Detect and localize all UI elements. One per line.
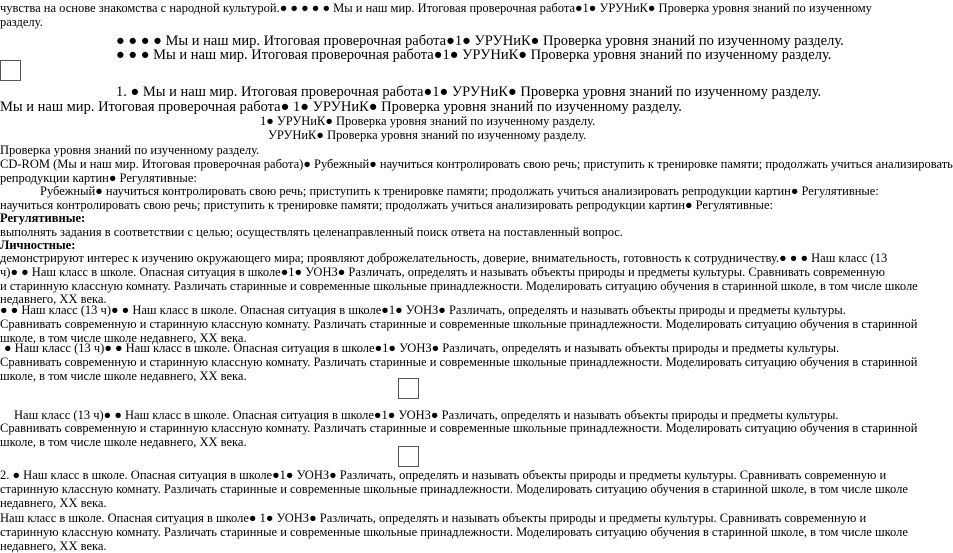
text-line: школе, в том числе школе недавнего, XX века.	[0, 435, 247, 449]
text-line: ● ● ● ● Мы и наш мир. Итоговая проверочная работа●1● УРУНиК● Проверка уровня знаний по изученному разделу.	[116, 33, 844, 49]
text-line: Проверка уровня знаний по изученному разделу.	[0, 143, 260, 157]
text-line: чувства на основе знакомства с народной культурой.● ● ● ● ● Мы и наш мир. Итоговая проверочная работа●1● УРУНиК● Проверка уровня знаний по изученному	[0, 1, 872, 15]
text-line: старинную классную комнату. Различать старинные и современные школьные принадлежности. Моделировать ситуацию обучения в старинной школе, в том числе школе	[0, 525, 908, 539]
text-line: ● ● Наш класс (13 ч)● ● Наш класс в школе. Опасная ситуация в школе●1● УОНЗ● Различать, определять и называть объекты природы и предметы культуры.	[0, 303, 846, 317]
text-line: недавнего, XX века.	[0, 496, 107, 510]
text-line: выполнять задания в соответствии с целью; осуществлять целенаправленный поиск ответа на поставленный вопрос.	[0, 225, 623, 239]
text-line: ● ● ● Мы и наш мир. Итоговая проверочная работа●1● УРУНиК● Проверка уровня знаний по изученному разделу.	[116, 47, 832, 63]
text-line: недавнего, XX века.	[0, 539, 107, 553]
section-heading-regulatory: Регулятивные:	[0, 211, 86, 225]
text-line: демонстрируют интерес к изучению окружающего мира; проявляют доброжелательность, доверие, внимательность, готовность к сотрудничеству.● ● ● Наш класс (13	[0, 251, 888, 265]
text-line: репродукции картин● Регулятивные:	[0, 171, 197, 185]
text-line: школе, в том числе школе недавнего, XX века.	[0, 369, 247, 383]
text-line: ● Наш класс (13 ч)● ● Наш класс в школе. Опасная ситуация в школе●1● УОНЗ● Различать, определять и называть объекты природы и предметы культуры.	[4, 341, 840, 355]
list-item-1: 1. ● Мы и наш мир. Итоговая проверочная работа●1● УРУНиК● Проверка уровня знаний по изученному разделу.	[116, 84, 822, 100]
text-line: Сравнивать современную и старинную классную комнату. Различать старинные и современные школьные принадлежности. Моделировать ситуацию обучения в старинной	[0, 317, 918, 331]
section-heading-personal: Личностные:	[0, 238, 76, 252]
text-line: CD-ROM (Мы и наш мир. Итоговая проверочная работа)● Рубежный● научиться контролировать свою речь; приступить к тренировке памяти; продолжать учиться анализировать	[0, 157, 953, 171]
text-line: 1● УРУНиК● Проверка уровня знаний по изученному разделу.	[260, 114, 596, 128]
text-line: Рубежный● научиться контролировать свою речь; приступить к тренировке памяти; продолжать учиться анализировать репродукции картин● Регулятивные:	[40, 184, 879, 198]
text-line: УРУНиК● Проверка уровня знаний по изученному разделу.	[268, 128, 587, 142]
text-line: школе, в том числе школе недавнего, XX века.	[0, 331, 247, 345]
list-item-2: 2. ● Наш класс в школе. Опасная ситуация в школе●1● УОНЗ● Различать, определять и называть объекты природы и предметы культуры. Сравнивать современную и	[0, 468, 887, 482]
text-line: Наш класс (13 ч)● ● Наш класс в школе. Опасная ситуация в школе●1● УОНЗ● Различать, определять и называть объекты природы и предметы культуры.	[14, 408, 839, 422]
text-line: Сравнивать современную и старинную классную комнату. Различать старинные и современные школьные принадлежности. Моделировать ситуацию обучения в старинной	[0, 355, 918, 369]
text-line: старинную классную комнату. Различать старинные и современные школьные принадлежности. Моделировать ситуацию обучения в старинной школе, в том числе школе	[0, 482, 908, 496]
text-line: и старинную классную комнату. Различать старинные и современные школьные принадлежности. Моделировать ситуацию обучения в старинной школе, в том числе школе	[0, 279, 918, 293]
text-line: разделу.	[0, 15, 43, 29]
text-line: ч)● ● Наш класс в школе. Опасная ситуация в школе●1● УОНЗ● Различать, определять и называть объекты природы и предметы культуры. Сравнивать современную	[0, 265, 885, 279]
text-line: недавнего, XX века.	[0, 292, 107, 306]
text-line: Сравнивать современную и старинную классную комнату. Различать старинные и современные школьные принадлежности. Моделировать ситуацию обучения в старинной	[0, 421, 918, 435]
text-line: Мы и наш мир. Итоговая проверочная работа● 1● УРУНиК● Проверка уровня знаний по изученному разделу.	[0, 99, 682, 115]
text-line: научиться контролировать свою речь; приступить к тренировке памяти; продолжать учиться анализировать репродукции картин● Регулятивные:	[0, 198, 773, 212]
empty-box	[0, 60, 21, 81]
empty-box	[398, 378, 419, 399]
text-line: Наш класс в школе. Опасная ситуация в школе● 1● УОНЗ● Различать, определять и называть объекты природы и предметы культуры. Сравнивать современную и	[0, 511, 867, 525]
empty-box	[398, 446, 419, 467]
